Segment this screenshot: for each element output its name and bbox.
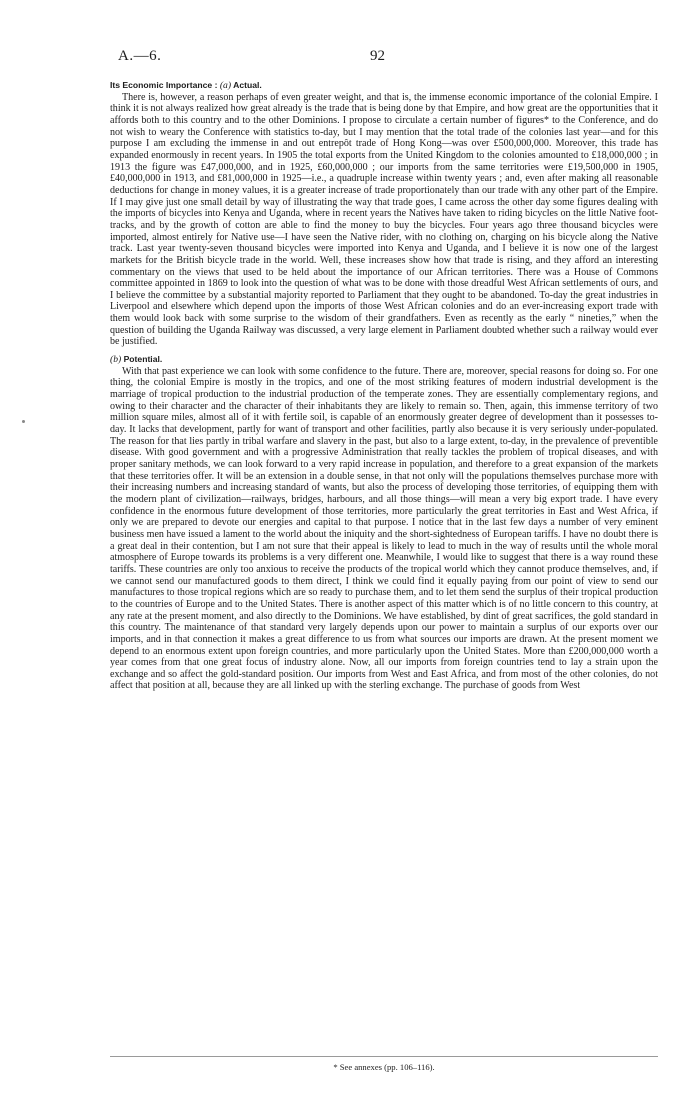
section-a-paragraph: There is, however, a reason perhaps of even greater weight, and that is, the immense economic importance of the colonial Empire. I think it is not always realized how great already is the trade that is being done by that Empire, and how great are the opportunities that it affords both to this country and to the other Dominions. I propose to circulate a certain number of figures* to the Conference, and do not wish to weary the Conference with statistics to-day, but I may mention that the total trade of the colonies last year—and for this purpose I am excluding the immense in and out entrepôt trade of Hong Kong—was over £500,000,000. Moreover, this trade has expanded enormously in recent years. In 1905 the total exports from the United Kingdom to the colonies amounted to £18,000,000 ; in 1913 the figure was £47,000,000, and in 1925, £60,000,000 ; our imports from the same territories were £19,500,000 in 1905, £40,000,000 in 1913, and £81,000,000 in 1925—i.e., a quadruple increase within twenty years ; and, even after making all reasonable deductions for change in money values, it is a greater increase of trade proportionately than our trade with any other part of the Empire. If I may give just one small detail by way of illustrating the way that trade goes, I came across the other day some figures dealing with the imports of bicycles into Kenya and Uganda, where in recent years the Natives have taken to riding bicycles on the little Native foot-tracks, and by the growth of cotton are able to find the money to buy the bicycles. Four years ago three thousand bicycles were imported, almost entirely for Native use—I have seen the Native rider, with no clothing on, charging on his bicycle along the Native track. Last year twenty-seven thousand bicycles were imported into Kenya and Uganda, and I believe it is now one of the largest markets for the British bicycle trade in the world. Well, these increases show how that trade is rising, and they afford an interesting commentary on the views that used to be held about the importance of our African territories. There was a House of Commons committee appointed in 1869 to look into the question of what was to be done with those dreadful West African settlements of ours, and I believe the committee by a substantial majority reported to Parliament that they ought to be abandoned. To-day the great industries in Liverpool and elsewhere which depend upon the imports of those West African colonies and do an ever-increasing export trade with them would look back with some surprise to the wisdom of their grandfathers. Even as recently as the early “ nineties,” when the question of building the Uganda Railway was discussed, a very large element in Parliament doubted whether such a railway would ever be justified. [110,91,658,348]
section-a-heading-main: Its Economic Importance : [110,80,218,90]
footnote-area [110,1056,658,1080]
section-b-heading-word: Potential. [123,354,163,365]
section-a-heading [110,80,658,92]
section-b-paragraph: With that past experience we can look with some confidence to the future. There are, moreover, special reasons for doing so. For one thing, the colonial Empire is mostly in the tropics, and one of the most striking features of modern industrial development is the marriage of tropical production to the industrial production of the temperate zones. They are essentially complementary regions, and owing to their character and the character of their inhabitants they are likely to remain so. Then, again, this immense territory of two million square miles, almost all of it with fertile soil, is capable of an enormously greater degree of development than it possesses to-day. It lacks that development, partly for want of transport and other facilities, partly also because it is very seriously under-populated. The reason for that lies partly in tribal warfare and slavery in the past, but also to a large extent, to-day, in the prevalence of preventible disease. With good government and with a progressive Administration that really tackles the problem of tropical diseases, and with proper sanitary methods, we can look forward to a very rapid increase in population, and therefore to a great expansion of the markets that these territories offer. It will be an extension in a double sense, in that not only will the populations themselves purchase more with their increasing numbers and increasing standard of wants, but also the process of developing those territories, of equipping them with the modern plant of civilization—railways, bridges, harbours, and all those things—will mean a very big export trade. I have every confidence in the enormous future development of those territories, more particularly the great territories in East and West Africa, if only we are prepared to devote our energies and capital to that purpose. I notice that in the last few days a number of very eminent business men have issued a lament to the world about the iniquity and the short-sightedness of European tariffs. I have no doubt there is a great deal in their contention, but I am not sure that their appeal is likely to lead to much in the way of results until the whole moral atmosphere of Europe towards its problems is a very different one. Meanwhile, I would like to suggest that there is a way round these tariffs. These countries are only too anxious to receive the products of the tropical world which they cannot produce themselves, and, if we cannot send our manufactured goods to them direct, I think we could find it equally paying from our point of view to send our manufactures to those tropical regions which are so ready to purchase them, and to let them send the surplus of their tropical production to the countries of Europe and to the United States. There is another aspect of this matter which is of no little concern to this country, at any rate at the present moment, and also directly to the Dominions. We have established, by dint of great sacrifices, the gold standard in this country. The maintenance of that standard very largely depends upon our power to maintain a surplus of our exports over our imports, and in that connection it makes a great difference to us from what sources our imports are drawn. At the present moment we depend to an enormous extent upon foreign countries, and more particularly upon the United States. More than £200,000,000 worth a year comes from that one great focus of industry alone. Now, all our imports from foreign countries tend to lay a strain upon the exchange and so affect the gold-standard position. Our imports from West and East Africa, and from most of the other colonies, do not affect that position at all, because they are all linked up with the sterling exchange. The purchase of goods from West [110,365,658,692]
footnote: * See annexes (pp. 106–116). [333,1062,435,1072]
section-b-heading-letter: (b) [110,354,122,366]
section-a-heading-letter: (a) [219,80,232,91]
margin-dot [22,420,25,423]
footnote-rule [110,1056,658,1057]
section-a-heading-word: Actual. [233,80,262,90]
page-header [118,48,648,68]
page-number: 92 [370,48,385,64]
document-reference: A.—6. [118,48,162,64]
section-b-heading [110,354,658,366]
document-body [110,80,658,692]
